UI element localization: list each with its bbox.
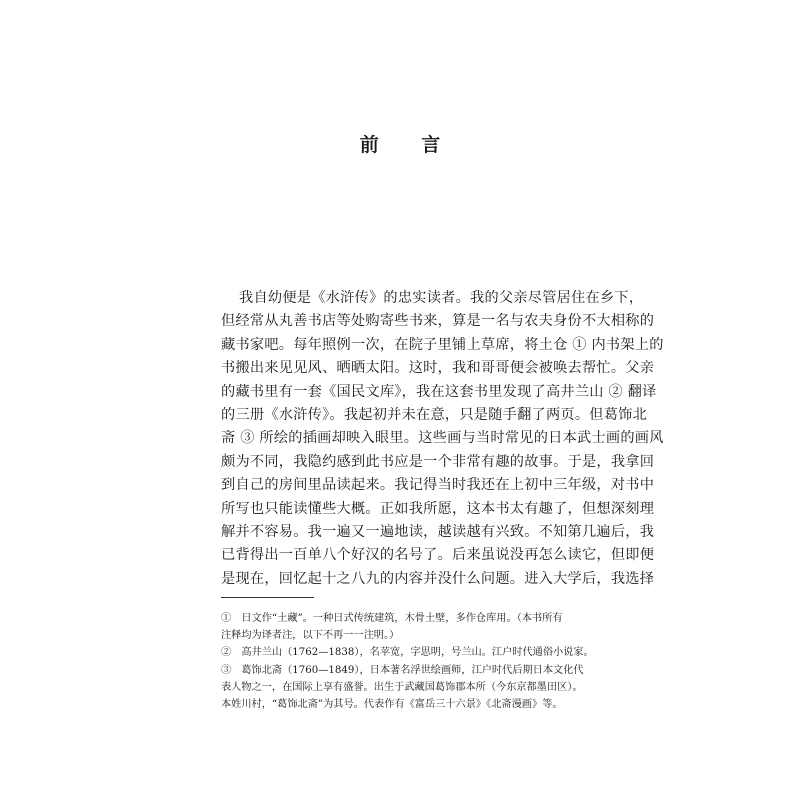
footnote-line: ① 日文作“土藏”。一种日式传统建筑，木骨土壁，多作仓库用。（本书所有 bbox=[221, 613, 563, 624]
body-line: 但经常从丸善书店等处购寄些书来，算是一名与农夫身份不大相称的 bbox=[221, 313, 655, 330]
footnote-line: ③ 葛饰北斋（1760—1849），日本著名浮世绘画师，江户时代后期日本文化代 bbox=[221, 664, 584, 676]
body-line: 的藏书里有一套《国民文库》，我在这套书里发现了高井兰山 ② 翻译 bbox=[221, 383, 657, 400]
body-line: 书搬出来见见风、晒晒太阳。这时，我和哥哥便会被唤去帮忙。父亲 bbox=[221, 360, 655, 377]
body-line: 我自幼便是《水浒传》的忠实读者。我的父亲尽管居住在乡下， bbox=[239, 290, 644, 306]
body-line: 是现在，回忆起十之八九的内容并没什么问题。进入大学后，我选择 bbox=[221, 570, 655, 587]
footnote-line: 注释均为译者注，以下不再一一注明。） bbox=[221, 630, 400, 642]
body-line: 到自己的房间里品读起来。我记得当时我还在上初中三年级，对书中 bbox=[221, 477, 655, 494]
body-line: 藏书家吧。每年照例一次，在院子里铺上草席，将土仓 ① 内书架上的 bbox=[221, 336, 664, 353]
body-line: 的三册《水浒传》。我起初并未在意，只是随手翻了两页。但葛饰北 bbox=[221, 406, 648, 423]
body-line: 解并不容易。我一遍又一遍地读，越读越有兴致。不知第几遍后，我 bbox=[221, 523, 655, 540]
body-line: 颇为不同，我隐约感到此书应是一个非常有趣的故事。于是，我拿回 bbox=[221, 453, 655, 470]
page-title: 前 言 bbox=[359, 134, 459, 156]
body-line: 斋 ③ 所绘的插画却映入眼里。这些画与当时常见的日本武士画的画风 bbox=[221, 430, 664, 447]
footnote-line: ② 高井兰山（1762—1838），名苹宽，字思明，号兰山。江户时代通俗小说家。 bbox=[221, 647, 594, 659]
footnote-line: 本姓川村，“葛饰北斋”为其号。代表作有《富岳三十六景》《北斋漫画》等。 bbox=[221, 698, 563, 710]
footnote-divider bbox=[221, 597, 314, 598]
body-line: 已背得出一百单八个好汉的名号了。后来虽说没再怎么读它，但即便 bbox=[221, 547, 655, 564]
footnotes bbox=[221, 610, 611, 713]
body-line: 所写也只能读懂些大概。正如我所愿，这本书太有趣了，但想深刻理 bbox=[221, 500, 655, 517]
preface-body bbox=[221, 287, 664, 591]
footnote-line: 表人物之一，在国际上享有盛誉。出生于武藏国葛饰郡本所（今东京都墨田区）。 bbox=[221, 681, 583, 693]
